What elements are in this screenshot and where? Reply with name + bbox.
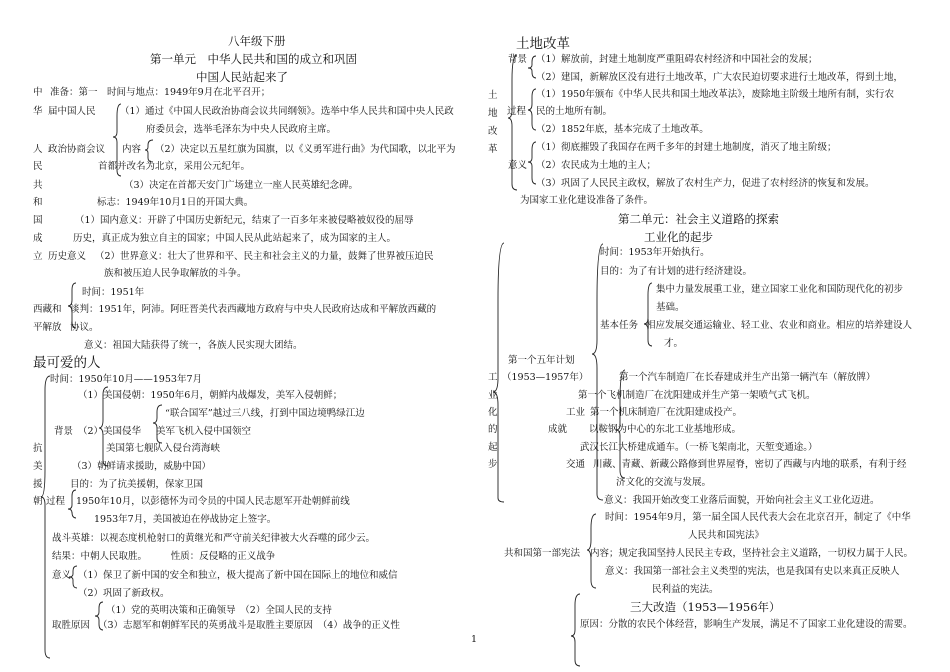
vertical-char: 抗 bbox=[33, 443, 43, 454]
plan-task: 相应发展交通运输业、轻工业、农业和商业。相应的培养建设人 bbox=[646, 320, 913, 331]
tibet-label: 西藏和 bbox=[33, 304, 62, 315]
war-background: （3）朝鲜请求援助，威胁中国） bbox=[72, 461, 212, 472]
land-significance: （2）农民成为土地的主人； bbox=[536, 160, 657, 171]
plan-significance: 意义：我国开始改变工业落后面貌，开始向社会主义工业化迈进。 bbox=[604, 495, 880, 506]
tibet-talks: 谈判：1951年，阿沛。阿旺晋美代表西藏地方政府与中央人民政府达成和平解放西藏的 bbox=[70, 304, 437, 315]
war-background: （2）美国侵华 bbox=[78, 426, 142, 437]
war-process: 1953年7月，美国被迫在停战协定上签字。 bbox=[94, 514, 277, 525]
land-process: 民的土地所有制。 bbox=[536, 106, 613, 117]
significance-domestic: 历史，真正成为独立自主的国家；中国人民从此站起来了，成为国家的主人。 bbox=[73, 233, 397, 244]
land-background: （1）解放前，封建土地制度严重阻碍农村经济和中国社会的发展； bbox=[536, 54, 818, 65]
unit1-title: 第一单元 中华人民共和国的成立和巩固 bbox=[150, 52, 357, 66]
vertical-char: 业 bbox=[488, 390, 498, 401]
war-process: 1950年10月，以彭德怀为司令员的中国人民志愿军开赴朝鲜前线 bbox=[76, 496, 350, 507]
war-significance: （1）保卫了新中国的安全和独立，极大提高了新中国在国际上的地位和威信 bbox=[78, 570, 398, 581]
lesson5-title: 三大改造（1953—1956年） bbox=[630, 600, 781, 614]
page-number: 1 bbox=[471, 634, 478, 645]
meeting-label: 政治协商会议 bbox=[48, 144, 106, 155]
land-significance-label: 意义 bbox=[508, 160, 528, 171]
constitution-content: 内容；规定我国坚持人民民主专政，坚持社会主义道路，一切权力属于人民。 bbox=[590, 548, 914, 559]
achievement: 第一个汽车制造厂在长春建成并生产出第一辆汽车（解放牌） bbox=[619, 372, 876, 383]
transformation-reason: 原因：分散的农民个体经营，影响生产发展，满足不了国家工业化建设的需要。 bbox=[580, 619, 913, 630]
lesson1-title: 中国人民站起来了 bbox=[196, 70, 288, 84]
vertical-char: 和 bbox=[33, 197, 43, 208]
meeting-content: （2）决定以五星红旗为国旗，以《义勇军进行曲》为代国歌，以北平为 bbox=[155, 144, 456, 155]
meeting-content: 首都并改名为北京，采用公元纪年。 bbox=[98, 161, 251, 172]
vertical-char: 成 bbox=[33, 233, 43, 244]
vertical-char: 华 bbox=[33, 106, 43, 117]
plan-years: （1953—1957年） bbox=[502, 372, 589, 383]
constitution-time: 时间：1954年9月，第一届全国人民代表大会在北京召开，制定了《中华 bbox=[605, 512, 911, 523]
vertical-char: 国 bbox=[33, 215, 43, 226]
achievement: 武汉长江大桥建成通车。（一桥飞架南北，天堑变通途。） bbox=[580, 442, 818, 453]
war-purpose: 目的：为了抗美援朝，保家卫国 bbox=[70, 479, 204, 490]
meeting-content: 府委员会，选举毛泽东为中央人民政府主席。 bbox=[146, 124, 337, 135]
achievement-label: 成就 bbox=[548, 424, 568, 435]
lesson4-title: 工业化的起步 bbox=[644, 230, 713, 244]
war-victory-reason: （3）志愿军和朝鲜军民的英勇战斗是取胜主要原因 （4）战争的正义性 bbox=[98, 620, 400, 631]
vertical-char: 革 bbox=[488, 144, 498, 155]
vertical-char: 地 bbox=[488, 108, 498, 119]
vertical-char: 步 bbox=[488, 459, 498, 470]
achievement: 以鞍钢为中心的东北工业基地形成。 bbox=[589, 424, 742, 435]
constitution-significance: 意义：我国第一部社会主义类型的宪法，也是我国有史以来真正反映人 bbox=[605, 566, 900, 577]
land-significance: （3）巩固了人民民主政权，解放了农村生产力，促进了农村经济的恢复和发展。 bbox=[536, 178, 875, 189]
war-significance-label: 意义 bbox=[52, 570, 72, 581]
vertical-char: 美 bbox=[33, 461, 43, 472]
achievement: 第一个机床制造厂在沈阳建成投产。 bbox=[590, 407, 743, 418]
war-victory-reason: （1）党的英明决策和正确领导 （2）全国人民的支持 bbox=[106, 605, 332, 616]
war-time: 时间：1950年10月——1953年7月 bbox=[50, 374, 202, 385]
tibet-significance: 意义：祖国大陆获得了统一，各族人民实现大团结。 bbox=[84, 340, 303, 351]
plan-task-label: 基本任务 bbox=[600, 320, 639, 331]
plan-task: 才。 bbox=[664, 338, 684, 349]
war-victory-label: 取胜原因 bbox=[52, 620, 91, 631]
constitution-time: 人民共和国宪法》 bbox=[688, 530, 765, 541]
meeting-label: 届中国人民 bbox=[48, 106, 96, 117]
vertical-char: 起 bbox=[488, 442, 498, 453]
land-process-label: 过程 bbox=[507, 106, 527, 117]
vertical-char: 化 bbox=[488, 407, 498, 418]
significance-world: （2）世界意义：壮大了世界和平、民主和社会主义的力量，鼓舞了世界被压迫民 bbox=[95, 251, 434, 262]
meeting-content-label: 内容 bbox=[122, 144, 142, 155]
vertical-char: 共 bbox=[33, 180, 43, 191]
achievement: 济文化的交流与发展。 bbox=[616, 477, 712, 488]
plan-goal: 目的：为了有计划的进行经济建设。 bbox=[600, 266, 753, 277]
war-result: 结果：中朝人民取胜。 性质：反侵略的正义战争 bbox=[52, 551, 276, 562]
significance-domestic: （1）国内意义：开辟了中国历史新纪元，结束了一百多年来被侵略被奴役的屈辱 bbox=[75, 215, 414, 226]
lesson3-title: 土地改革 bbox=[516, 36, 570, 52]
significance-world: 族和被压迫人民争取解放的斗争。 bbox=[104, 268, 247, 279]
war-background: “联合国军”越过三八线，打到中国边境鸭绿江边 bbox=[165, 408, 365, 419]
plan-task: 基础。 bbox=[656, 302, 685, 313]
land-process: （2）1852年底，基本完成了土地改革。 bbox=[536, 124, 709, 135]
achievement-industry-label: 工业 bbox=[566, 407, 586, 418]
meeting-content: （1）通过《中国人民政治协商会议共同纲领》。选举中华人民共和国中央人民政 bbox=[120, 106, 454, 117]
war-background: 美国第七舰队入侵台湾海峡 bbox=[106, 443, 221, 454]
war-background: （1）美国侵朝：1950年6月，朝鲜内战爆发，美军入侵朝鲜； bbox=[78, 390, 343, 401]
war-heroes: 战斗英雄：以视态度机枪射口的黄继光和严守前关纪律被大火吞噬的邱少云。 bbox=[52, 533, 376, 544]
land-background-label: 背景 bbox=[508, 54, 528, 65]
tibet-time: 时间：1951年 bbox=[82, 287, 145, 298]
achievement: 川藏、青藏、新藏公路修到世界屋脊，密切了西藏与内地的联系，有利于经 bbox=[593, 459, 907, 470]
plan-label: 第一个五年计划 bbox=[508, 355, 575, 366]
vertical-char: 中 bbox=[33, 87, 43, 98]
unit2-title: 第二单元：社会主义道路的探索 bbox=[618, 212, 779, 226]
achievement-traffic-label: 交通 bbox=[566, 459, 586, 470]
war-background-label: 背景 bbox=[54, 426, 74, 437]
vertical-char: 人 bbox=[33, 144, 43, 155]
land-background: （2）建国，新解放区没有进行土地改革，广大农民迫切要求进行土地改革，得到土地， bbox=[536, 72, 904, 83]
vertical-char: 援 bbox=[33, 479, 43, 490]
vertical-char: 工 bbox=[488, 372, 498, 383]
vertical-char: 立 bbox=[33, 251, 43, 262]
land-process: （1）1950年颁布《中华人民共和国土地改革法》，废除地主阶级土地所有制，实行农 bbox=[536, 89, 894, 100]
significance-label: 历史意义 bbox=[48, 251, 87, 262]
achievement: 第一个飞机制造厂在沈阳建成并生产第一架喷气式飞机。 bbox=[578, 390, 816, 401]
grade-title: 八年级下册 bbox=[228, 34, 286, 48]
lesson2-title: 最可爱的人 bbox=[33, 355, 101, 371]
war-significance: （2）巩固了新政权。 bbox=[78, 588, 170, 599]
meeting-time: 时间与地点：1949年9月在北平召开； bbox=[107, 87, 271, 98]
constitution-significance: 民利益的宪法。 bbox=[652, 584, 719, 595]
meeting-content: （3）决定在首都天安门广场建立一座人民英雄纪念碑。 bbox=[124, 180, 359, 191]
founding-ceremony: 标志：1949年10月1日的开国大典。 bbox=[97, 197, 254, 208]
war-process-label: 过程 bbox=[46, 496, 66, 507]
tibet-label: 平解放 bbox=[33, 322, 62, 333]
vertical-char: 改 bbox=[488, 126, 498, 137]
land-significance: 为国家工业化建设准备了条件。 bbox=[520, 195, 654, 206]
plan-task: 集中力量发展重工业，建立国家工业化和国防现代化的初步 bbox=[656, 284, 904, 295]
vertical-char: 土 bbox=[488, 90, 498, 101]
land-significance: （1）彻底摧毁了我国存在两千多年的封建土地制度，消灭了地主阶级； bbox=[536, 142, 837, 153]
vertical-char: 的 bbox=[488, 424, 498, 435]
tibet-talks: 协议。 bbox=[70, 322, 99, 333]
plan-time: 时间：1953年开始执行。 bbox=[600, 247, 710, 258]
vertical-char: 民 bbox=[33, 161, 43, 172]
war-background: 美军飞机入侵中国领空 bbox=[156, 426, 252, 437]
meeting-label: 准备：第一 bbox=[50, 87, 98, 98]
vertical-char: 朝 bbox=[33, 496, 43, 507]
constitution-label: 共和国第一部宪法 bbox=[504, 548, 581, 559]
